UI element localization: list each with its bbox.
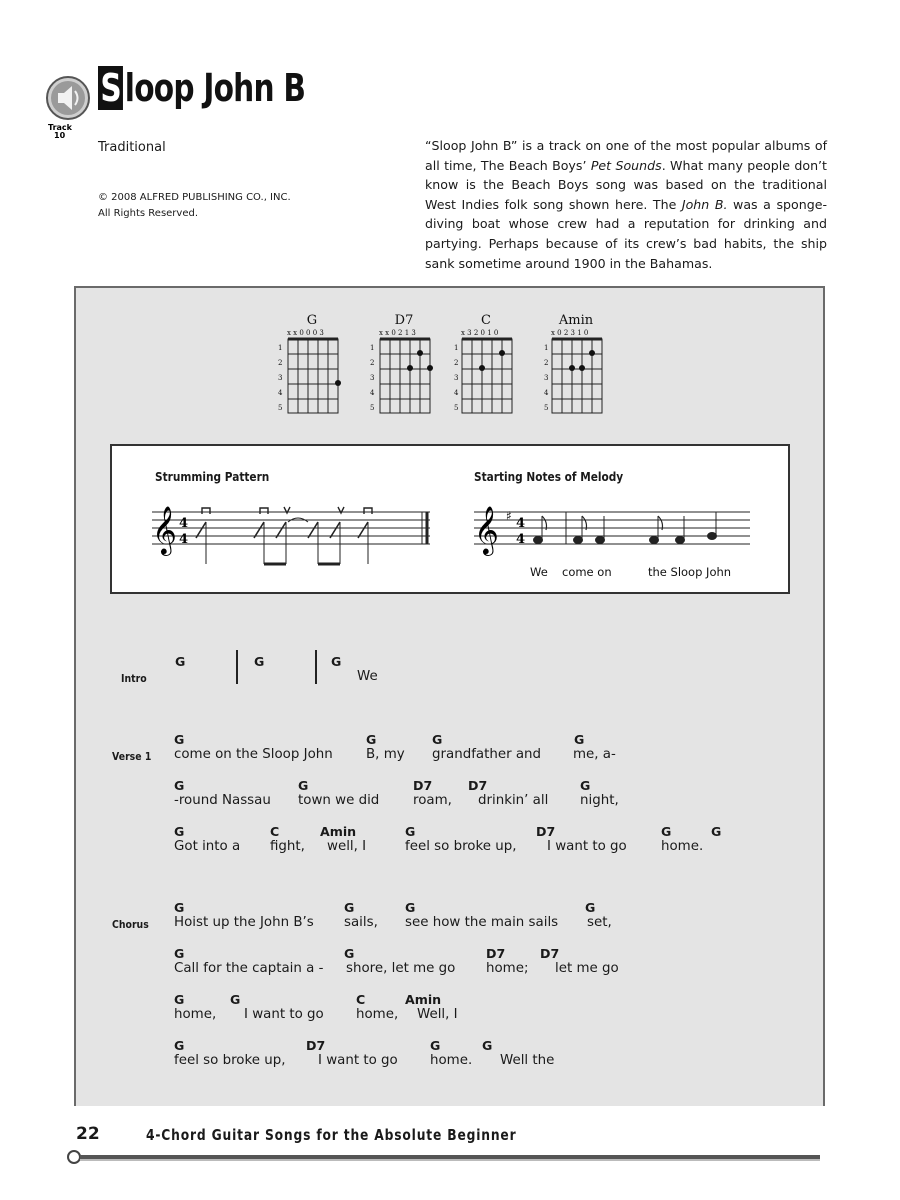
lyric: well, I xyxy=(327,839,367,854)
svg-text:4: 4 xyxy=(544,389,549,397)
lyric: fight, xyxy=(270,839,305,854)
finger-dot xyxy=(407,365,413,371)
lyric: Hoist up the John B’s xyxy=(174,915,314,930)
svg-text:2: 2 xyxy=(454,359,459,367)
finger-dot xyxy=(427,365,433,371)
treble-clef-icon: 𝄞 xyxy=(152,505,177,554)
finger-dot xyxy=(479,365,485,371)
downstroke-icon xyxy=(260,508,268,514)
lyric: Well the xyxy=(500,1053,555,1068)
svg-text:2: 2 xyxy=(370,359,375,367)
lyric: Got into a xyxy=(174,839,241,854)
svg-text:4: 4 xyxy=(454,389,459,397)
time-sig-bottom: 4 xyxy=(179,532,189,547)
chord-name: D7 xyxy=(394,313,414,328)
chord-fingering: x x 0 0 0 3 xyxy=(287,329,324,337)
track-number: 10 xyxy=(54,131,66,140)
svg-text:4: 4 xyxy=(370,389,375,397)
chord: D7 xyxy=(468,778,488,793)
time-sig-top: 4 xyxy=(179,516,189,531)
chord: D7 xyxy=(413,778,433,793)
chord: G xyxy=(174,732,185,747)
chord-grid xyxy=(552,339,602,413)
melody-note xyxy=(596,537,605,544)
svg-text:3: 3 xyxy=(370,374,375,382)
chord-grid xyxy=(288,339,338,413)
lyric: Call for the captain a - xyxy=(174,961,324,976)
svg-text:5: 5 xyxy=(544,404,549,412)
chord: G xyxy=(174,900,185,915)
footer-rule xyxy=(66,1148,826,1166)
chord: G xyxy=(585,900,596,915)
track-label: Track xyxy=(48,123,72,132)
lyric: home. xyxy=(430,1053,473,1068)
time-sig-bottom: 4 xyxy=(516,532,526,547)
lyric: night, xyxy=(580,793,619,808)
time-sig-top: 4 xyxy=(516,516,526,531)
lyric: I want to go xyxy=(244,1007,324,1022)
chord-name: Amin xyxy=(558,313,594,328)
chord: G xyxy=(344,946,355,961)
chord-grid xyxy=(462,339,512,413)
chord: D7 xyxy=(540,946,560,961)
chord-grid xyxy=(380,339,430,413)
chord: G xyxy=(174,946,185,961)
melody-word: We xyxy=(530,565,548,579)
chord: G xyxy=(482,1038,493,1053)
intro-paragraph: “Sloop John B” is a track on one of the most popular albums of all time, The Beach Boys’ Pet Sounds. What many people don’t know is the Beach Boys song was based on the traditional West Indies folk song shown here. The John B. was a sponge-diving boat whose crew had a reputation for drinking and partying. Perhaps because of its crew’s bad habits, the ship sank sometime around 1900 in the Bahamas. xyxy=(425,138,827,271)
chord: G xyxy=(174,1038,185,1053)
chord: G xyxy=(580,778,591,793)
chord: G xyxy=(175,654,186,669)
section-label-intro: Intro xyxy=(121,672,147,685)
chord: G xyxy=(254,654,265,669)
book-title: 4-Chord Guitar Songs for the Absolute Beginner xyxy=(146,1126,517,1144)
lyric: B, my xyxy=(366,747,405,762)
chord-diagram-c xyxy=(454,313,512,413)
chord-diagram-amin xyxy=(544,313,602,413)
svg-text:5: 5 xyxy=(454,404,459,412)
chord: G xyxy=(661,824,672,839)
lyric: feel so broke up, xyxy=(405,839,517,854)
chord: G xyxy=(344,900,355,915)
lyric: -round Nassau xyxy=(174,793,271,808)
chord: G xyxy=(432,732,443,747)
attribution: Traditional xyxy=(98,140,166,155)
chord: D7 xyxy=(536,824,556,839)
svg-text:1: 1 xyxy=(278,344,283,352)
lyric: Well, I xyxy=(417,1007,458,1022)
finger-dot xyxy=(579,365,585,371)
chord-fingering: x 3 2 0 1 0 xyxy=(461,329,499,337)
lyric: home. xyxy=(661,839,704,854)
melody-note xyxy=(708,533,717,540)
strumming-staff xyxy=(150,498,440,570)
finger-dot xyxy=(499,350,505,356)
chord: G xyxy=(711,824,722,839)
lyric: me, a- xyxy=(573,747,616,762)
chord: G xyxy=(366,732,377,747)
chord: C xyxy=(356,992,366,1007)
chord: D7 xyxy=(306,1038,326,1053)
finger-dot xyxy=(569,365,575,371)
chord: C xyxy=(270,824,280,839)
finger-dot xyxy=(589,350,595,356)
melody-staff xyxy=(472,498,762,584)
chord: G xyxy=(405,900,416,915)
lyric: see how the main sails xyxy=(405,915,559,930)
rights: All Rights Reserved. xyxy=(98,208,199,219)
finger-dot xyxy=(417,350,423,356)
chord: G xyxy=(174,992,185,1007)
lyric: come on the Sloop John xyxy=(174,747,333,762)
chord-diagram-d7 xyxy=(370,313,433,413)
svg-text:3: 3 xyxy=(454,374,459,382)
chord: G xyxy=(405,824,416,839)
page-title xyxy=(98,66,305,110)
melody-word: the Sloop John xyxy=(648,565,732,579)
lyric: feel so broke up, xyxy=(174,1053,286,1068)
melody-note xyxy=(574,537,583,544)
section-label-verse: Verse 1 xyxy=(112,750,152,763)
copyright: © 2008 ALFRED PUBLISHING CO., INC. xyxy=(98,192,291,203)
lyric: drinkin’ all xyxy=(478,793,549,808)
lyric: I want to go xyxy=(318,1053,398,1068)
lyric: roam, xyxy=(413,793,452,808)
chord: G xyxy=(230,992,241,1007)
finger-dot xyxy=(335,380,341,386)
svg-text:3: 3 xyxy=(544,374,549,382)
chord: Amin xyxy=(320,824,357,839)
svg-text:3: 3 xyxy=(278,374,283,382)
downstroke-icon xyxy=(202,508,210,514)
melody-note xyxy=(676,537,685,544)
downstroke-icon xyxy=(364,508,372,514)
title-rest: loop John B xyxy=(124,66,306,110)
title-initial: S xyxy=(98,66,123,110)
svg-text:2: 2 xyxy=(544,359,549,367)
lyric: I want to go xyxy=(547,839,627,854)
bar-line xyxy=(315,650,317,684)
lyric: shore, let me go xyxy=(346,961,456,976)
melody-word: come on xyxy=(562,565,612,579)
lyric: town we did xyxy=(298,793,380,808)
bar-line xyxy=(236,650,238,684)
chord-fingering: x x 0 2 1 3 xyxy=(379,329,416,337)
bullet-icon xyxy=(68,1151,80,1163)
lyric: grandfather and xyxy=(432,747,542,762)
track-audio-icon[interactable] xyxy=(44,74,96,140)
chord: G xyxy=(574,732,585,747)
chord: G xyxy=(430,1038,441,1053)
svg-text:1: 1 xyxy=(454,344,459,352)
svg-text:1: 1 xyxy=(544,344,549,352)
melody-note xyxy=(534,537,543,544)
lyric: let me go xyxy=(555,961,619,976)
chord: G xyxy=(174,778,185,793)
chord: D7 xyxy=(486,946,506,961)
melody-note xyxy=(650,537,659,544)
svg-text:5: 5 xyxy=(278,404,283,412)
svg-text:1: 1 xyxy=(370,344,375,352)
chord: G xyxy=(298,778,309,793)
chord-name: C xyxy=(481,313,491,328)
lyric: home, xyxy=(356,1007,399,1022)
svg-text:2: 2 xyxy=(278,359,283,367)
page-number: 22 xyxy=(76,1124,100,1144)
chord: G xyxy=(174,824,185,839)
lyric: We xyxy=(357,669,378,684)
chord-fingering: x 0 2 3 1 0 xyxy=(551,329,589,337)
chord: Amin xyxy=(405,992,442,1007)
sharp-icon: ♯ xyxy=(506,509,512,523)
section-label-chorus: Chorus xyxy=(112,918,149,931)
chord-name: G xyxy=(306,313,318,328)
lyric: home; xyxy=(486,961,529,976)
lyric: sails, xyxy=(344,915,378,930)
melody-label: Starting Notes of Melody xyxy=(474,470,624,484)
strumming-label: Strumming Pattern xyxy=(155,470,270,484)
copyright-block xyxy=(98,190,291,222)
treble-clef-icon: 𝄞 xyxy=(474,505,499,554)
svg-text:5: 5 xyxy=(370,404,375,412)
svg-text:4: 4 xyxy=(278,389,283,397)
chord-diagrams xyxy=(270,308,620,424)
lyric: set, xyxy=(587,915,612,930)
chord: G xyxy=(331,654,342,669)
lyric: home, xyxy=(174,1007,217,1022)
chord-diagram-g xyxy=(278,313,341,413)
